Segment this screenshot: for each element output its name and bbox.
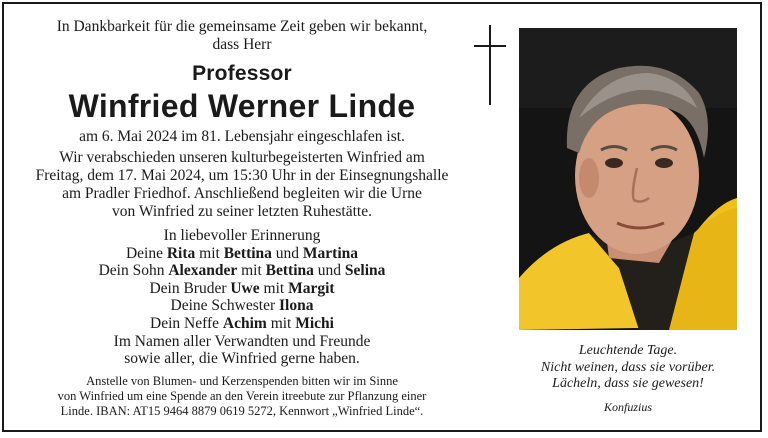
mourner-line: Deine Schwester Ilona [170, 297, 314, 315]
intro-text: In Dankbarkeit für die gemeinsame Zeit geben wir bekannt, dass Herr [56, 18, 428, 53]
obituary-text [14, 18, 470, 419]
mourner-line: Dein Neffe Achim mit Michi [150, 314, 334, 332]
death-line: am 6. Mai 2024 im 81. Lebensjahr eingeschlafen ist. [79, 128, 405, 145]
mourners-list [14, 227, 470, 368]
mourner-line: Dein Bruder Uwe mit Margit [149, 279, 335, 297]
memory-heading: In liebevoller Erinnerung [163, 227, 321, 244]
quote: Leuchtende Tage. Nicht weinen, dass sie vorüber. Lächeln, dass sie gewesen! [540, 343, 716, 391]
deceased-name: Winfried Werner Linde [68, 88, 416, 124]
portrait-photo [519, 28, 737, 330]
farewell-paragraph: Wir verabschieden unseren kulturbegeisterten Winfried am Freitag, dem 17. Mai 2024, um 15:30 Uhr in der Einsegnungshalle am Pradler Friedhof. Anschließend begleiten wir die Urne von Winfried zu seiner letzten Ruhestätte. [35, 149, 449, 220]
donation-note: Anstelle von Blumen- und Kerzenspenden bitten wir im Sinne von Winfried um eine Spende an den Verein itreebute zur Pflanzung einer Linde. IBAN: AT15 9464 8879 0619 5272, Kennwort „Winfried Linde“. [57, 373, 427, 418]
cross-icon [474, 25, 506, 105]
mourner-line: Dein Sohn Alexander mit Bettina und Selina [98, 262, 386, 280]
mourner-line: Im Namen aller Verwandten und Freunde [113, 332, 371, 350]
mourner-line: sowie aller, die Winfried gerne haben. [124, 350, 360, 368]
mourner-line: Deine Rita mit Bettina und Martina [125, 244, 359, 262]
quote-author: Konfuzius [603, 400, 652, 414]
academic-title: Professor [192, 62, 292, 85]
